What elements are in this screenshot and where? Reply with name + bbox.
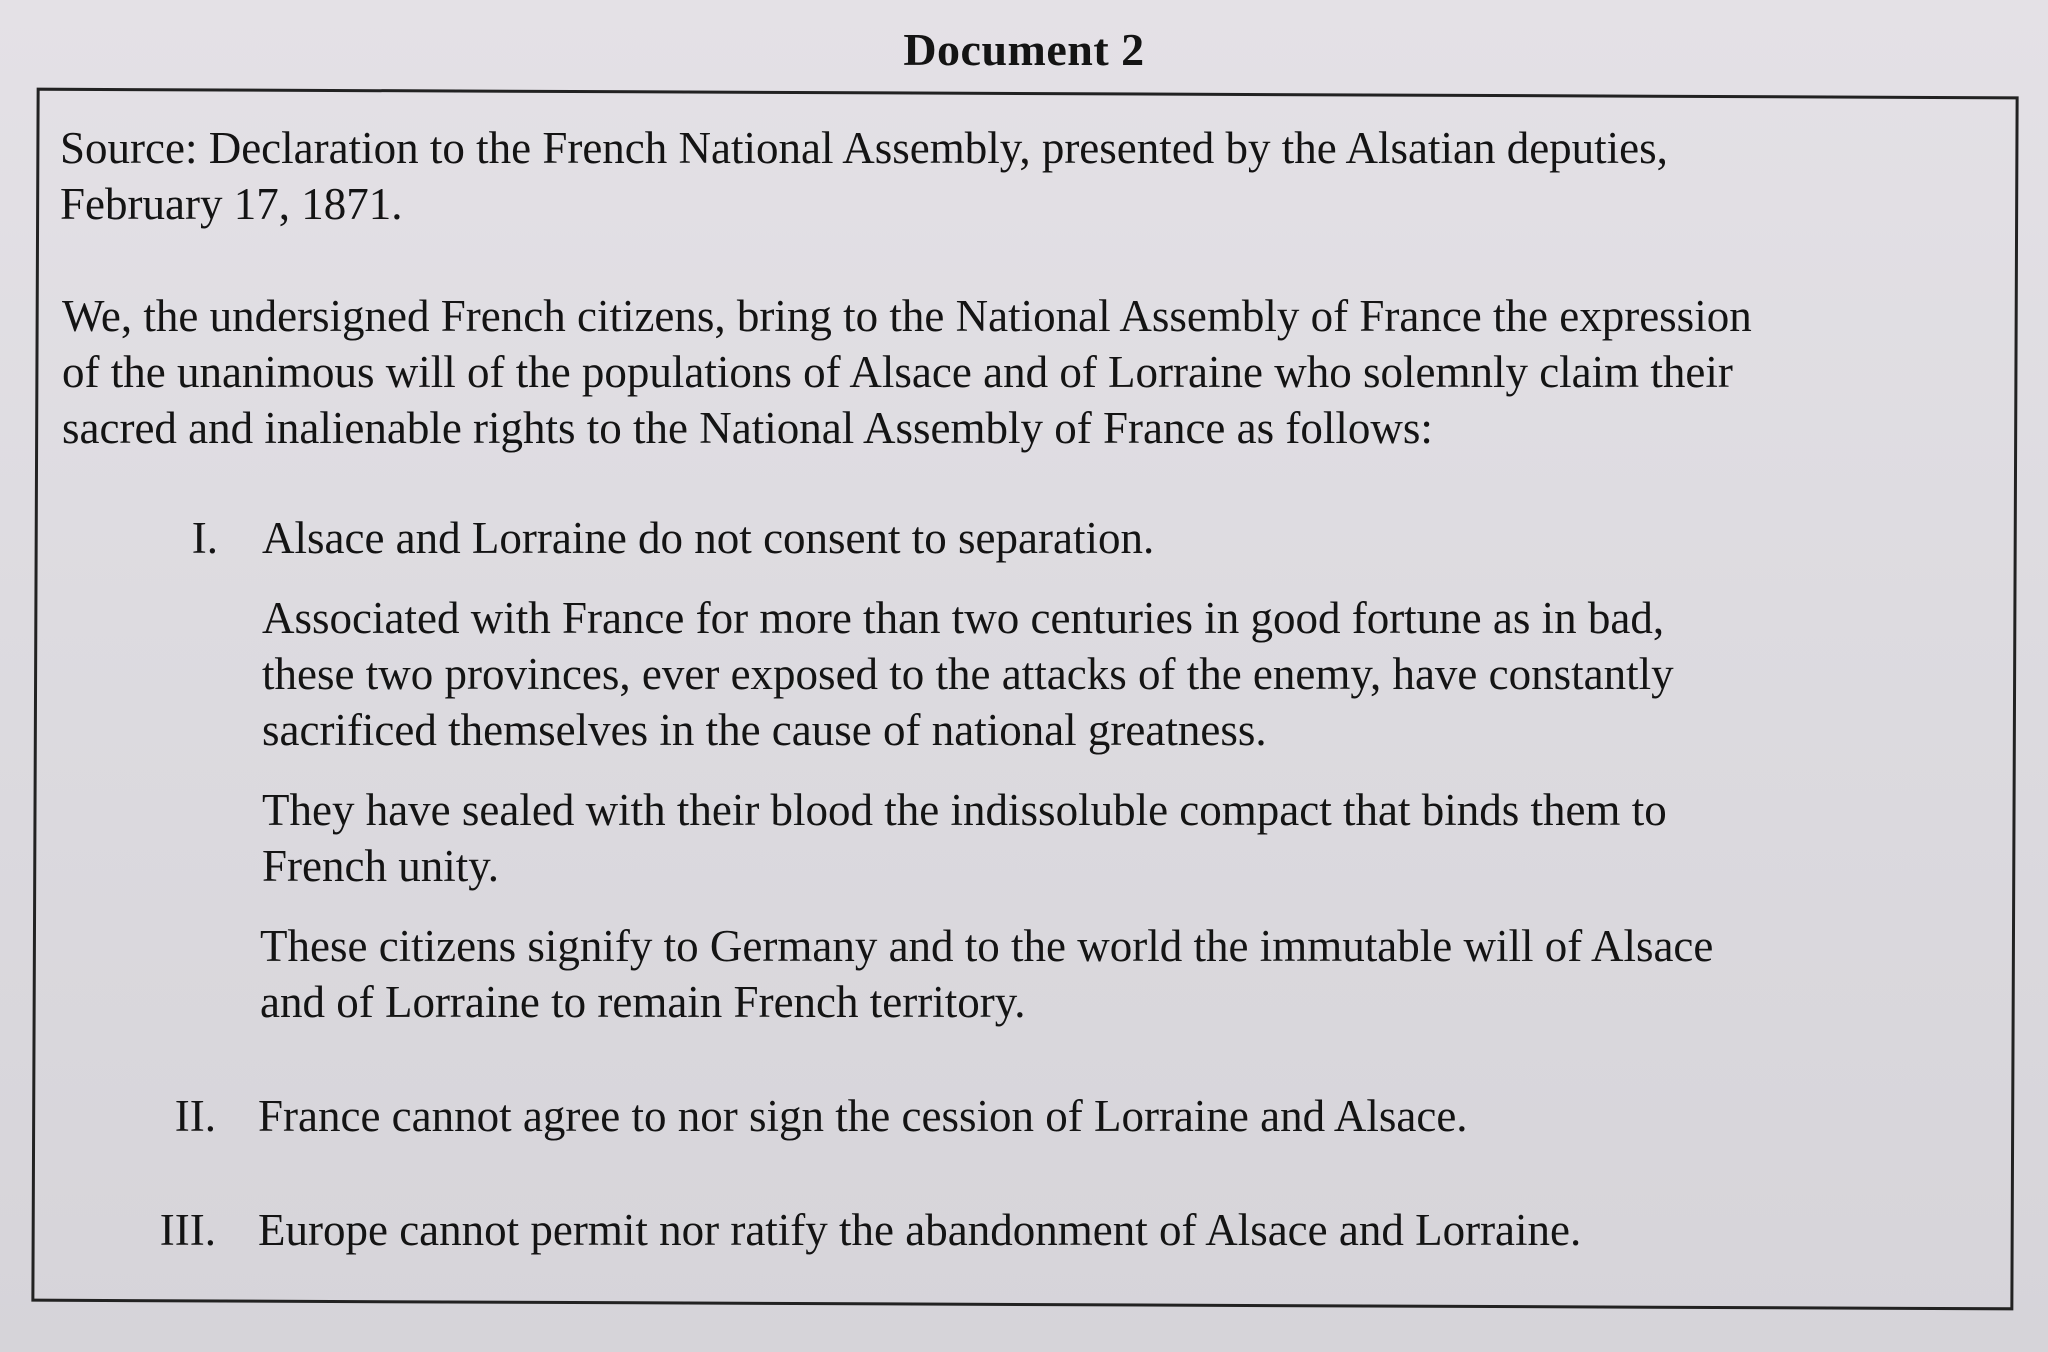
item-numeral: I. [191, 513, 218, 563]
source-citation [60, 120, 1668, 232]
intro-line: sacred and inalienable rights to the National Assembly of France as follows: [62, 403, 1433, 453]
item-heading: Alsace and Lorraine do not consent to separation. [262, 513, 1155, 563]
item-heading: France cannot agree to nor sign the cession of Lorraine and Alsace. [258, 1091, 1468, 1141]
page-title: Document 2 [903, 24, 1145, 75]
paragraph-line: and of Lorraine to remain French territory. [260, 977, 1026, 1027]
intro-line: of the unanimous will of the populations of Alsace and of Lorraine who solemnly claim their [62, 347, 1733, 397]
item-heading: Europe cannot permit nor ratify the abandonment of Alsace and Lorraine. [258, 1205, 1582, 1255]
intro-line: We, the undersigned French citizens, bring to the National Assembly of France the expression [62, 291, 1752, 341]
paragraph-line: Associated with France for more than two centuries in good fortune as in bad, [262, 593, 1665, 643]
item-paragraph [262, 590, 1674, 758]
item-paragraph [262, 782, 1667, 894]
paragraph-line: French unity. [262, 841, 500, 891]
item-numeral: III. [159, 1205, 216, 1255]
item-paragraph [260, 918, 1713, 1030]
paragraph-line: These citizens signify to Germany and to the world the immutable will of Alsace [260, 921, 1714, 971]
paragraph-line: these two provinces, ever exposed to the attacks of the enemy, have constantly [262, 649, 1674, 699]
paragraph-line: They have sealed with their blood the indissoluble compact that binds them to [262, 785, 1667, 835]
intro-paragraph [62, 288, 1752, 456]
source-line: Source: Declaration to the French National Assembly, presented by the Alsatian deputies, [60, 123, 1668, 173]
paragraph-line: sacrificed themselves in the cause of national greatness. [262, 705, 1267, 755]
item-numeral: II. [174, 1091, 216, 1141]
source-line: February 17, 1871. [60, 179, 403, 229]
